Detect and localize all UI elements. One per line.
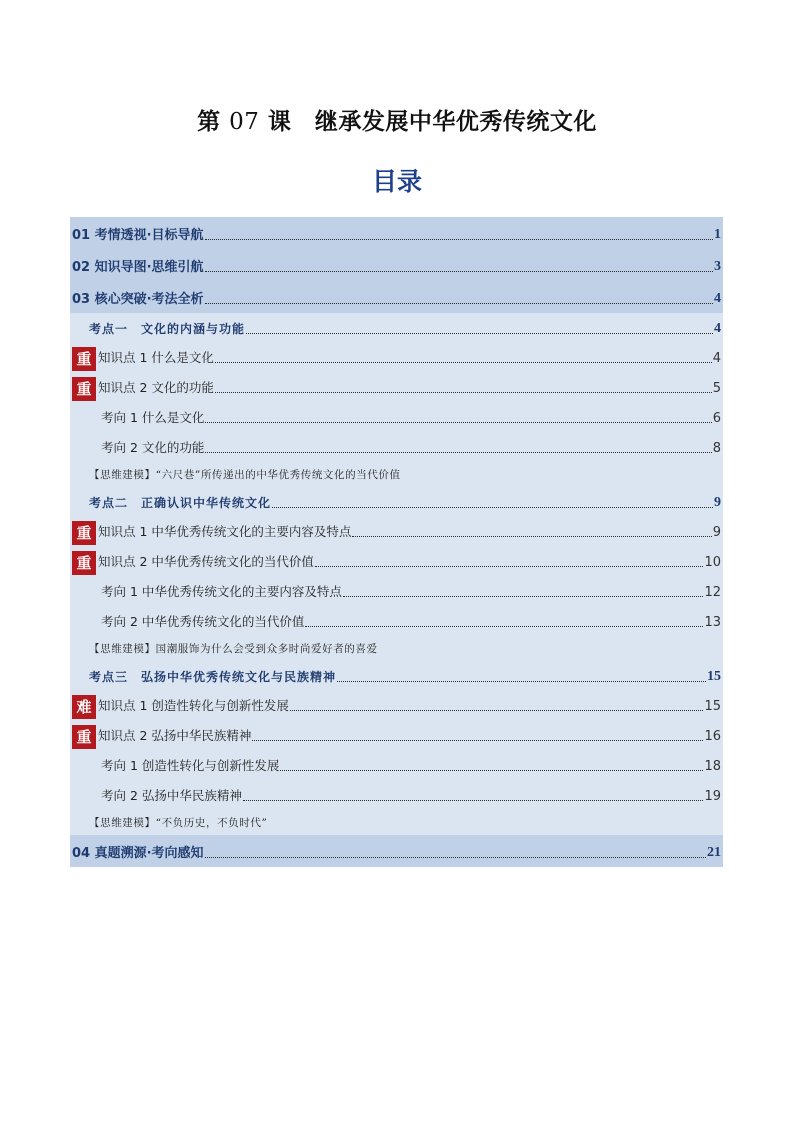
page-title xyxy=(0,103,794,136)
toc-page-number: 21 xyxy=(707,845,721,860)
toc-entry-label: 【思维建模】“不负历史，不负时代” xyxy=(89,817,268,829)
key-point-badge: 重 xyxy=(72,725,96,749)
toc-entry-label: 知识点 2 中华优秀传统文化的当代价值 xyxy=(98,554,314,569)
toc-page-number: 18 xyxy=(704,759,721,774)
toc-topic-3[interactable] xyxy=(70,661,723,691)
toc-entry-label: 【思维建模】国潮服饰为什么会受到众多时尚爱好者的喜爱 xyxy=(89,643,378,655)
toc-entry-label: 知识点 1 中华优秀传统文化的主要内容及特点 xyxy=(98,524,352,539)
table-of-contents xyxy=(70,217,723,867)
toc-section-01[interactable] xyxy=(70,217,723,249)
toc-entry-label: 考点三 弘扬中华优秀传统文化与民族精神 xyxy=(89,670,337,684)
title-prefix: 第 xyxy=(197,109,221,135)
toc-page-number: 10 xyxy=(704,555,721,570)
toc-exam-direction[interactable] xyxy=(70,607,723,637)
dot-leader xyxy=(272,495,713,508)
dot-leader xyxy=(243,788,704,802)
toc-section-04[interactable] xyxy=(70,835,723,867)
toc-entry-label: 04 真题溯源·考向感知 xyxy=(72,846,204,861)
key-point-badge: 重 xyxy=(72,377,96,401)
dot-leader xyxy=(215,350,712,364)
difficult-point-badge: 难 xyxy=(72,695,96,719)
dot-leader xyxy=(352,524,711,538)
key-point-badge: 重 xyxy=(72,551,96,575)
toc-entry-label: 知识点 1 创造性转化与创新性发展 xyxy=(98,698,289,713)
toc-page-number: 4 xyxy=(712,351,721,366)
toc-page-number: 13 xyxy=(704,615,721,630)
dot-leader xyxy=(205,258,713,272)
toc-thinking-model[interactable] xyxy=(70,811,723,835)
toc-page-number: 15 xyxy=(704,699,721,714)
toc-section-03[interactable] xyxy=(70,281,723,313)
toc-page-number: 4 xyxy=(714,291,721,306)
toc-knowledge-point[interactable] xyxy=(70,343,723,373)
dot-leader xyxy=(280,758,703,772)
toc-topic-1[interactable] xyxy=(70,313,723,343)
toc-exam-direction[interactable] xyxy=(70,577,723,607)
toc-exam-direction[interactable] xyxy=(70,751,723,781)
toc-page-number: 12 xyxy=(704,585,721,600)
title-text: 课 继承发展中华优秀传统文化 xyxy=(267,109,597,135)
dot-leader xyxy=(315,554,704,568)
toc-page-number: 8 xyxy=(712,441,721,456)
toc-page-number: 5 xyxy=(712,381,721,396)
toc-page-number: 3 xyxy=(714,259,721,274)
toc-entry-label: 考向 1 什么是文化 xyxy=(101,410,205,425)
toc-entry-label: 【思维建模】“六尺巷”所传递出的中华优秀传统文化的当代价值 xyxy=(89,469,401,481)
title-number: 07 xyxy=(229,109,260,135)
toc-page-number: 15 xyxy=(707,669,721,684)
toc-page-number: 6 xyxy=(712,411,721,426)
toc-knowledge-point[interactable] xyxy=(70,721,723,751)
key-point-badge: 重 xyxy=(72,521,96,545)
key-point-badge: 重 xyxy=(72,347,96,371)
dot-leader xyxy=(290,698,704,712)
toc-page-number: 16 xyxy=(704,729,721,744)
toc-topic-2[interactable] xyxy=(70,487,723,517)
toc-section-02[interactable] xyxy=(70,249,723,281)
toc-page-number: 9 xyxy=(712,525,721,540)
dot-leader xyxy=(252,728,703,742)
toc-entry-label: 03 核心突破·考法全析 xyxy=(72,292,204,307)
toc-entry-label: 考向 2 文化的功能 xyxy=(101,440,205,455)
toc-entry-label: 考点一 文化的内涵与功能 xyxy=(89,322,246,336)
toc-thinking-model[interactable] xyxy=(70,463,723,487)
dot-leader xyxy=(343,584,704,598)
toc-knowledge-point[interactable] xyxy=(70,373,723,403)
toc-entry-label: 考向 2 弘扬中华民族精神 xyxy=(101,788,242,803)
toc-exam-direction[interactable] xyxy=(70,433,723,463)
toc-thinking-model[interactable] xyxy=(70,637,723,661)
dot-leader xyxy=(205,226,713,240)
toc-page-number: 4 xyxy=(714,321,721,336)
toc-entry-label: 知识点 2 弘扬中华民族精神 xyxy=(98,728,252,743)
toc-entry-label: 考向 1 创造性转化与创新性发展 xyxy=(101,758,280,773)
toc-exam-direction[interactable] xyxy=(70,403,723,433)
toc-entry-label: 知识点 1 什么是文化 xyxy=(98,350,214,365)
toc-page-number: 9 xyxy=(714,495,721,510)
dot-leader xyxy=(337,669,706,682)
toc-entry-label: 考向 1 中华优秀传统文化的主要内容及特点 xyxy=(101,584,342,599)
dot-leader xyxy=(205,290,713,304)
toc-page-number: 1 xyxy=(714,227,721,242)
toc-heading: 目录 xyxy=(371,167,422,196)
toc-entry-label: 01 考情透视·目标导航 xyxy=(72,228,204,243)
toc-knowledge-point[interactable] xyxy=(70,547,723,577)
dot-leader xyxy=(205,410,711,424)
toc-knowledge-point[interactable] xyxy=(70,691,723,721)
toc-page-number: 19 xyxy=(704,789,721,804)
dot-leader xyxy=(215,380,712,394)
dot-leader xyxy=(305,614,703,628)
toc-entry-label: 考向 2 中华优秀传统文化的当代价值 xyxy=(101,614,305,629)
toc-entry-label: 考点二 正确认识中华传统文化 xyxy=(89,496,272,510)
toc-exam-direction[interactable] xyxy=(70,781,723,811)
dot-leader xyxy=(205,844,706,858)
dot-leader xyxy=(246,321,713,334)
toc-entry-label: 知识点 2 文化的功能 xyxy=(98,380,214,395)
toc-entry-label: 02 知识导图·思维引航 xyxy=(72,260,204,275)
dot-leader xyxy=(205,440,711,454)
toc-knowledge-point[interactable] xyxy=(70,517,723,547)
